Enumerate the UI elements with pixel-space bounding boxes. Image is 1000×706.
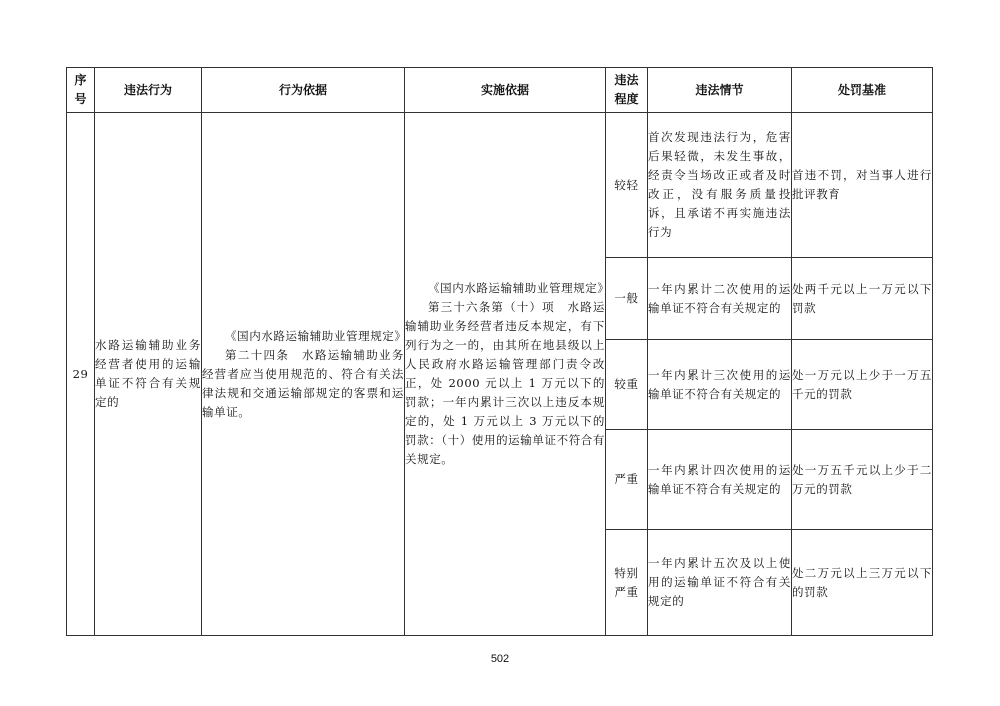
basis-text: 第二十四条 水路运输辅助业务经营者应当使用规范的、符合有关法律法规和交通运输部规定的客票和运输单证。 — [202, 347, 404, 419]
header-degree: 违法程度 — [606, 68, 648, 113]
header-basis: 行为依据 — [202, 68, 405, 113]
implementation-cell — [405, 113, 610, 636]
degree-cell: 特别严重 — [606, 530, 648, 636]
circumstance-cell: 一年内累计三次使用的运输单证不符合有关规定的 — [648, 340, 792, 430]
header-penalty: 处罚基准 — [792, 68, 933, 113]
penalty-table — [66, 67, 933, 636]
penalty-cell: 处二万元以上三万元以下的罚款 — [792, 530, 933, 636]
degree-cell: 较重 — [606, 340, 648, 430]
penalty-cell: 处一万五千元以上少于二万元的罚款 — [792, 430, 933, 530]
penalty-cell: 处一万元以上少于一万五千元的罚款 — [792, 340, 933, 430]
penalty-cell: 首违不罚，对当事人进行批评教育 — [792, 113, 933, 258]
header-circumstance: 违法情节 — [648, 68, 792, 113]
circumstance-cell: 一年内累计二次使用的运输单证不符合有关规定的 — [648, 258, 792, 340]
header-row — [67, 68, 933, 113]
circumstance-cell: 一年内累计四次使用的运输单证不符合有关规定的 — [648, 430, 792, 530]
behavior-cell: 水路运输辅助业务经营者使用的运输单证不符合有关规定的 — [95, 113, 202, 636]
implementation-text: 第三十六条第（十）项 水路运输辅助业务经营者违反本规定，有下列行为之一的，由其所在地县级以上人民政府水路运输管理部门责令改正，处 2000 元以上 1 万元以下的罚款；一年内累计三次以上违反本规定的，处 1 万元以上 3 万元以下的罚款：（十）使用的运输单证不符合有关规定。 — [405, 300, 605, 466]
header-behavior: 违法行为 — [95, 68, 202, 113]
degree-cell: 一般 — [606, 258, 648, 340]
basis-title: 《国内水路运输辅助业管理规定》 — [225, 328, 407, 343]
degree-cell: 较轻 — [606, 113, 648, 258]
header-number: 序号 — [67, 68, 95, 113]
circumstance-cell: 一年内累计五次及以上使用的运输单证不符合有关规定的 — [648, 530, 792, 636]
degree-cell: 严重 — [606, 430, 648, 530]
implementation-title: 《国内水路运输辅助业管理规定》 — [428, 281, 610, 295]
circumstance-cell: 首次发现违法行为，危害后果轻微，未发生事故，经责令当场改正或者及时改正，没有服务质量投诉，且承诺不再实施违法行为 — [648, 113, 792, 258]
basis-cell — [202, 113, 405, 636]
penalty-cell: 处两千元以上一万元以下罚款 — [792, 258, 933, 340]
header-implementation: 实施依据 — [405, 68, 606, 113]
page-number: 502 — [490, 653, 510, 665]
table-row — [67, 113, 933, 258]
row-number: 29 — [67, 113, 95, 636]
